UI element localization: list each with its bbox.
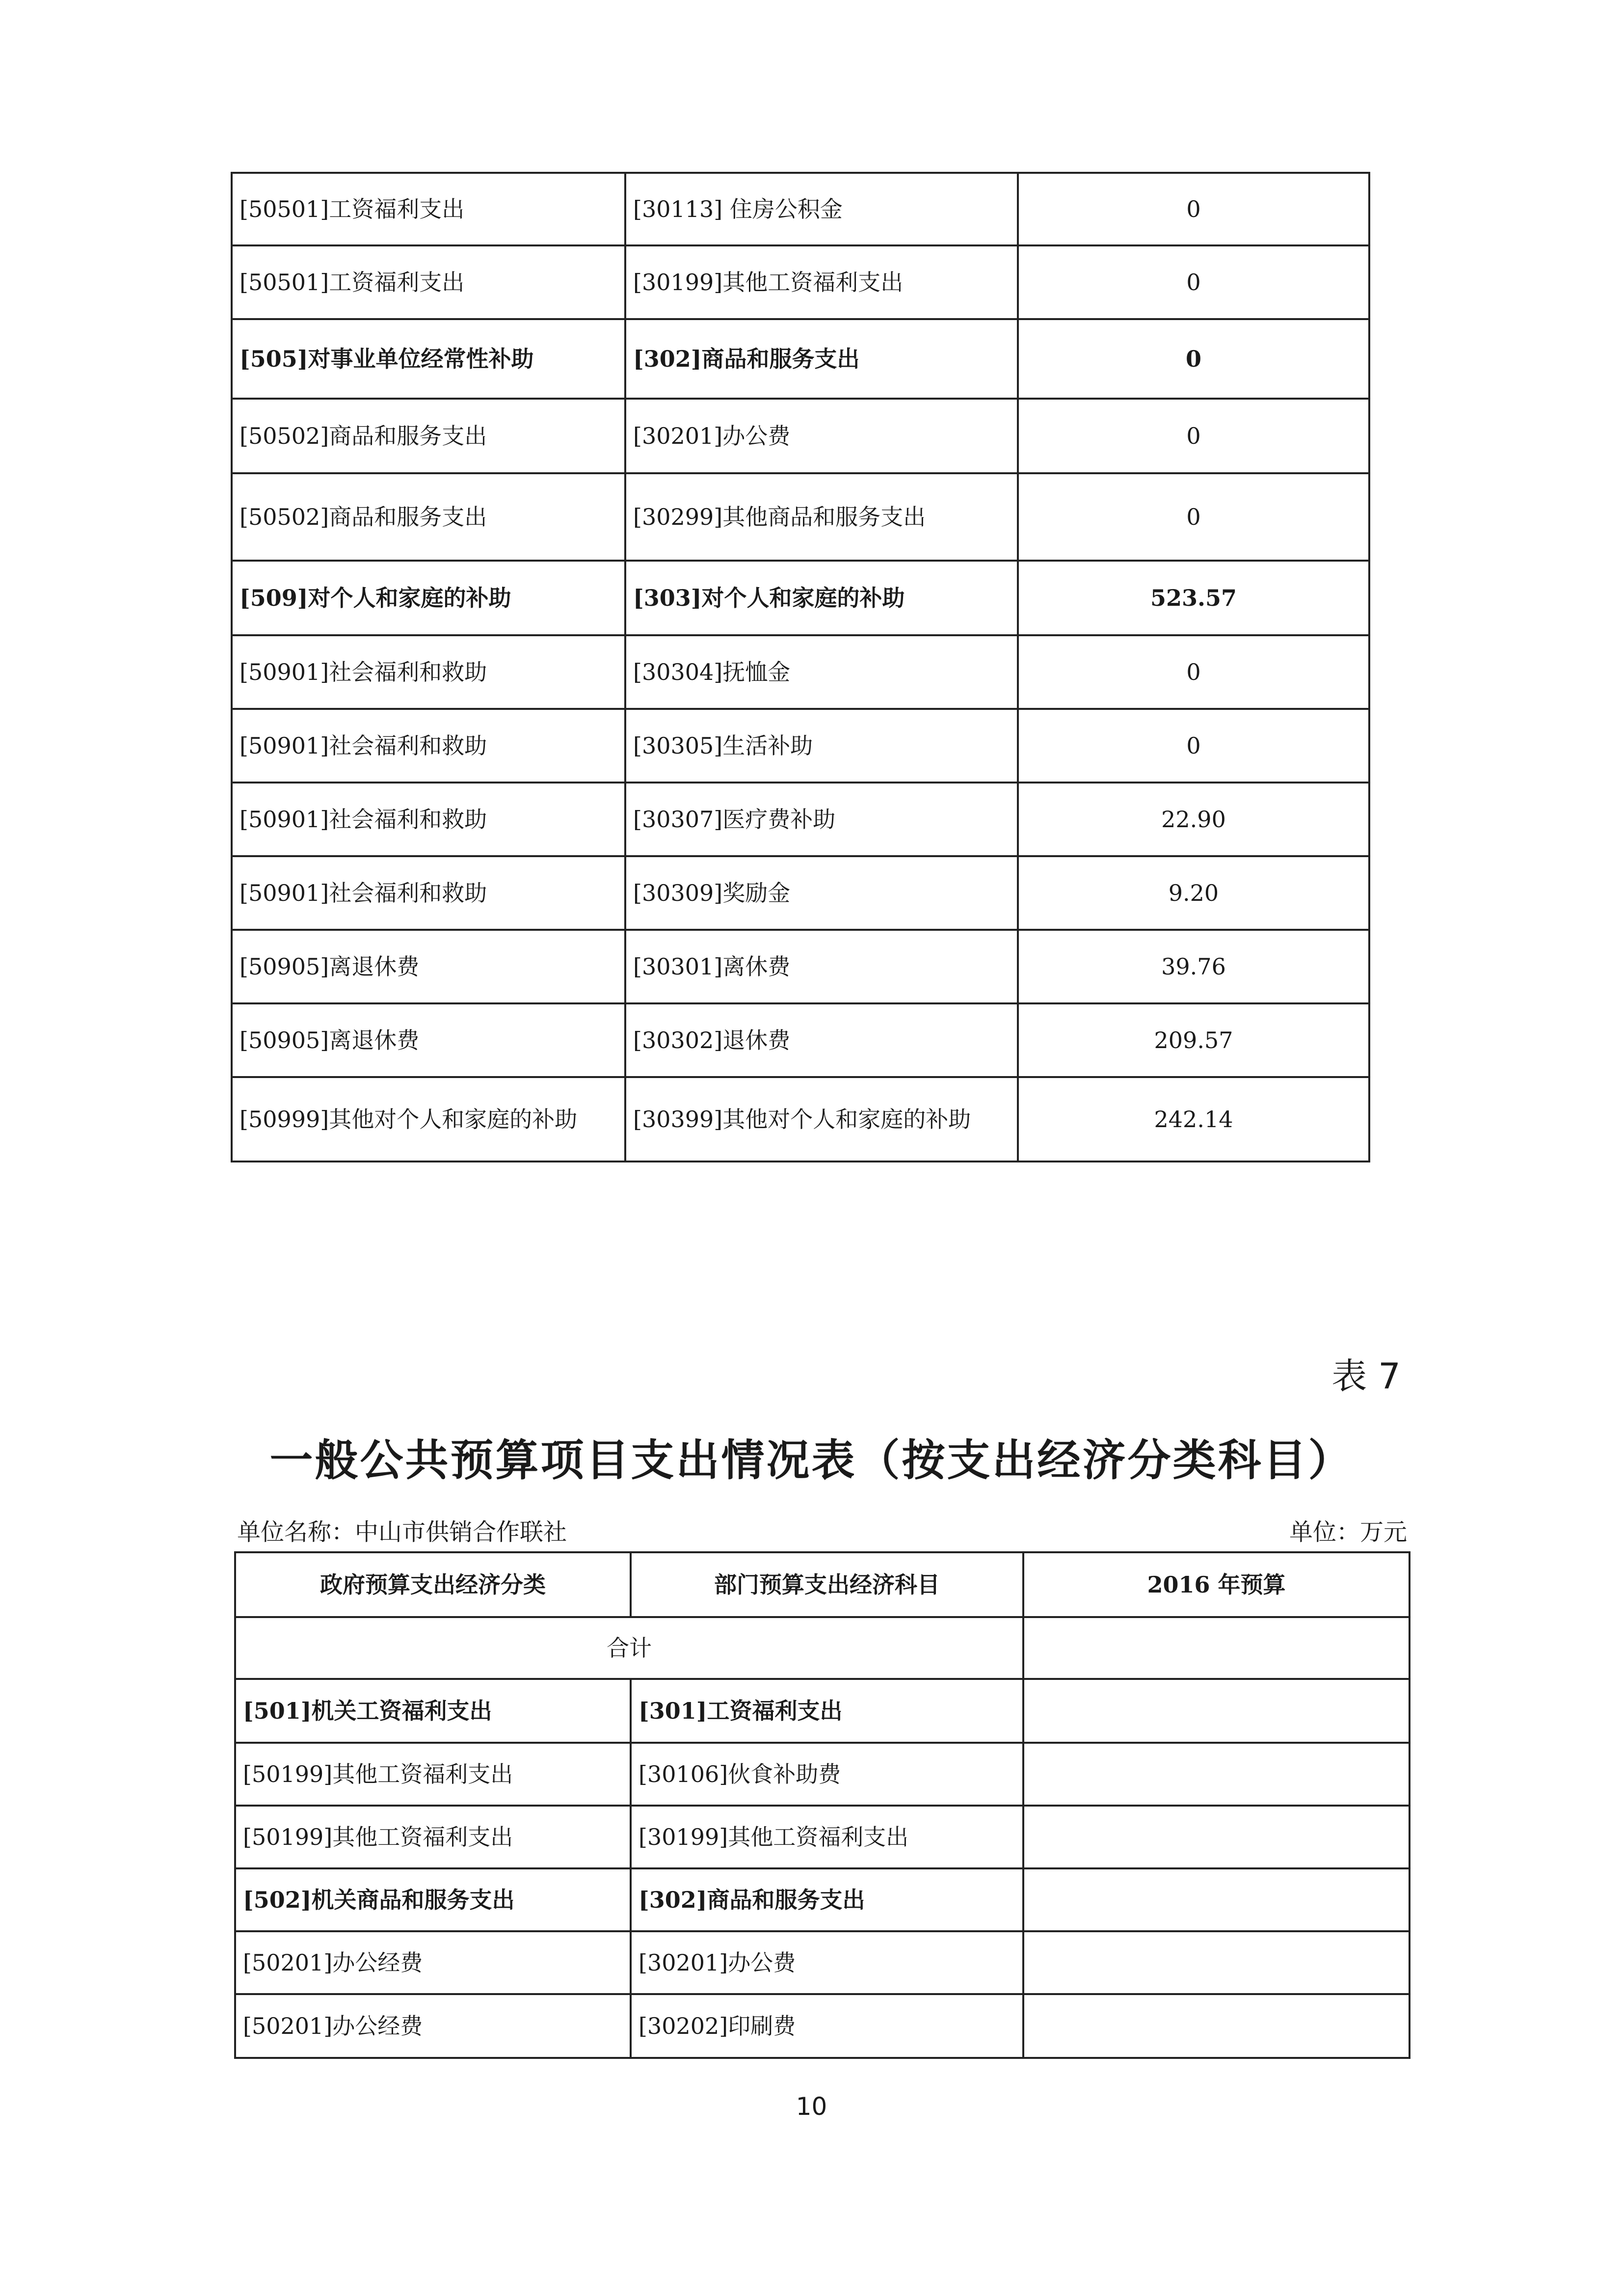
- dept-item-cell: [30106]伙食补助费: [631, 1743, 1023, 1806]
- unit-name-label: 单位名称：中山市供销合作联社: [237, 1518, 567, 1546]
- page-title: 一般公共预算项目支出情况表（按支出经济分类科目）: [269, 1435, 1354, 1486]
- amount-cell: [1023, 1931, 1410, 1994]
- gov-class-cell: [505]对事业单位经常性补助: [232, 319, 625, 399]
- table-body: [235, 1552, 1410, 2058]
- total-amount-cell: [1023, 1617, 1410, 1679]
- gov-class-cell: [50999]其他对个人和家庭的补助: [232, 1077, 625, 1162]
- table-number: 表 7: [1331, 1355, 1401, 1397]
- amount-cell: 0: [1018, 709, 1369, 783]
- gov-class-cell: [50901]社会福利和救助: [232, 783, 625, 856]
- gov-class-cell: [50201]办公经费: [235, 1931, 631, 1994]
- dept-item-cell: [30307]医疗费补助: [625, 783, 1018, 856]
- column-header-gov-class: 政府预算支出经济分类: [235, 1552, 631, 1617]
- table-row: [232, 245, 1369, 319]
- table-row: [232, 319, 1369, 399]
- gov-class-cell: [50901]社会福利和救助: [232, 856, 625, 930]
- dept-item-cell: [30201]办公费: [625, 399, 1018, 473]
- gov-class-cell: [50199]其他工资福利支出: [235, 1743, 631, 1806]
- table-row: [232, 856, 1369, 930]
- amount-cell: 22.90: [1018, 783, 1369, 856]
- project-expenditure-table: [234, 1551, 1410, 2059]
- table-row: [232, 1003, 1369, 1077]
- table-row: [232, 473, 1369, 561]
- table-row: [232, 635, 1369, 709]
- expenditure-table-continued: [231, 172, 1370, 1162]
- table-row: [232, 561, 1369, 635]
- table-row: [232, 783, 1369, 856]
- dept-item-cell: [30199]其他工资福利支出: [625, 245, 1018, 319]
- amount-cell: 9.20: [1018, 856, 1369, 930]
- amount-cell: 209.57: [1018, 1003, 1369, 1077]
- amount-cell: [1023, 1994, 1410, 2058]
- table-row: [232, 930, 1369, 1003]
- amount-cell: 0: [1018, 319, 1369, 399]
- table-row: [232, 709, 1369, 783]
- column-header-budget: 2016 年预算: [1023, 1552, 1410, 1617]
- page-number: 10: [796, 2092, 827, 2121]
- dept-item-cell: [30301]离休费: [625, 930, 1018, 1003]
- table-row: [235, 1994, 1410, 2058]
- gov-class-cell: [50502]商品和服务支出: [232, 399, 625, 473]
- amount-cell: 0: [1018, 173, 1369, 245]
- table-row: [232, 173, 1369, 245]
- currency-unit-label: 单位：万元: [1289, 1518, 1407, 1546]
- amount-cell: 0: [1018, 399, 1369, 473]
- dept-item-cell: [30299]其他商品和服务支出: [625, 473, 1018, 561]
- gov-class-cell: [50905]离退休费: [232, 1003, 625, 1077]
- table-row: [235, 1679, 1410, 1743]
- table-row: [235, 1806, 1410, 1868]
- table-row: [235, 1868, 1410, 1931]
- dept-item-cell: [302]商品和服务支出: [631, 1868, 1023, 1931]
- dept-item-cell: [30399]其他对个人和家庭的补助: [625, 1077, 1018, 1162]
- amount-cell: 39.76: [1018, 930, 1369, 1003]
- amount-cell: 0: [1018, 635, 1369, 709]
- amount-cell: [1023, 1679, 1410, 1743]
- dept-item-cell: [30304]抚恤金: [625, 635, 1018, 709]
- table-row: [232, 1077, 1369, 1162]
- table-body: [232, 173, 1369, 1162]
- total-row: [235, 1617, 1410, 1679]
- amount-cell: 242.14: [1018, 1077, 1369, 1162]
- gov-class-cell: [509]对个人和家庭的补助: [232, 561, 625, 635]
- amount-cell: [1023, 1806, 1410, 1868]
- gov-class-cell: [50501]工资福利支出: [232, 173, 625, 245]
- dept-item-cell: [30302]退休费: [625, 1003, 1018, 1077]
- gov-class-cell: [50502]商品和服务支出: [232, 473, 625, 561]
- dept-item-cell: [30309]奖励金: [625, 856, 1018, 930]
- dept-item-cell: [30199]其他工资福利支出: [631, 1806, 1023, 1868]
- dept-item-cell: [301]工资福利支出: [631, 1679, 1023, 1743]
- gov-class-cell: [50199]其他工资福利支出: [235, 1806, 631, 1868]
- gov-class-cell: [50901]社会福利和救助: [232, 709, 625, 783]
- dept-item-cell: [303]对个人和家庭的补助: [625, 561, 1018, 635]
- table-header-row: [235, 1552, 1410, 1617]
- dept-item-cell: [302]商品和服务支出: [625, 319, 1018, 399]
- amount-cell: [1023, 1868, 1410, 1931]
- dept-item-cell: [30202]印刷费: [631, 1994, 1023, 2058]
- gov-class-cell: [50905]离退休费: [232, 930, 625, 1003]
- amount-cell: 0: [1018, 473, 1369, 561]
- column-header-dept-item: 部门预算支出经济科目: [631, 1552, 1023, 1617]
- amount-cell: 0: [1018, 245, 1369, 319]
- table-row: [235, 1743, 1410, 1806]
- dept-item-cell: [30305]生活补助: [625, 709, 1018, 783]
- dept-item-cell: [30113] 住房公积金: [625, 173, 1018, 245]
- dept-item-cell: [30201]办公费: [631, 1931, 1023, 1994]
- amount-cell: [1023, 1743, 1410, 1806]
- table-row: [235, 1931, 1410, 1994]
- amount-cell: 523.57: [1018, 561, 1369, 635]
- total-label: 合计: [235, 1617, 1023, 1679]
- table-row: [232, 399, 1369, 473]
- gov-class-cell: [501]机关工资福利支出: [235, 1679, 631, 1743]
- gov-class-cell: [502]机关商品和服务支出: [235, 1868, 631, 1931]
- gov-class-cell: [50901]社会福利和救助: [232, 635, 625, 709]
- gov-class-cell: [50501]工资福利支出: [232, 245, 625, 319]
- gov-class-cell: [50201]办公经费: [235, 1994, 631, 2058]
